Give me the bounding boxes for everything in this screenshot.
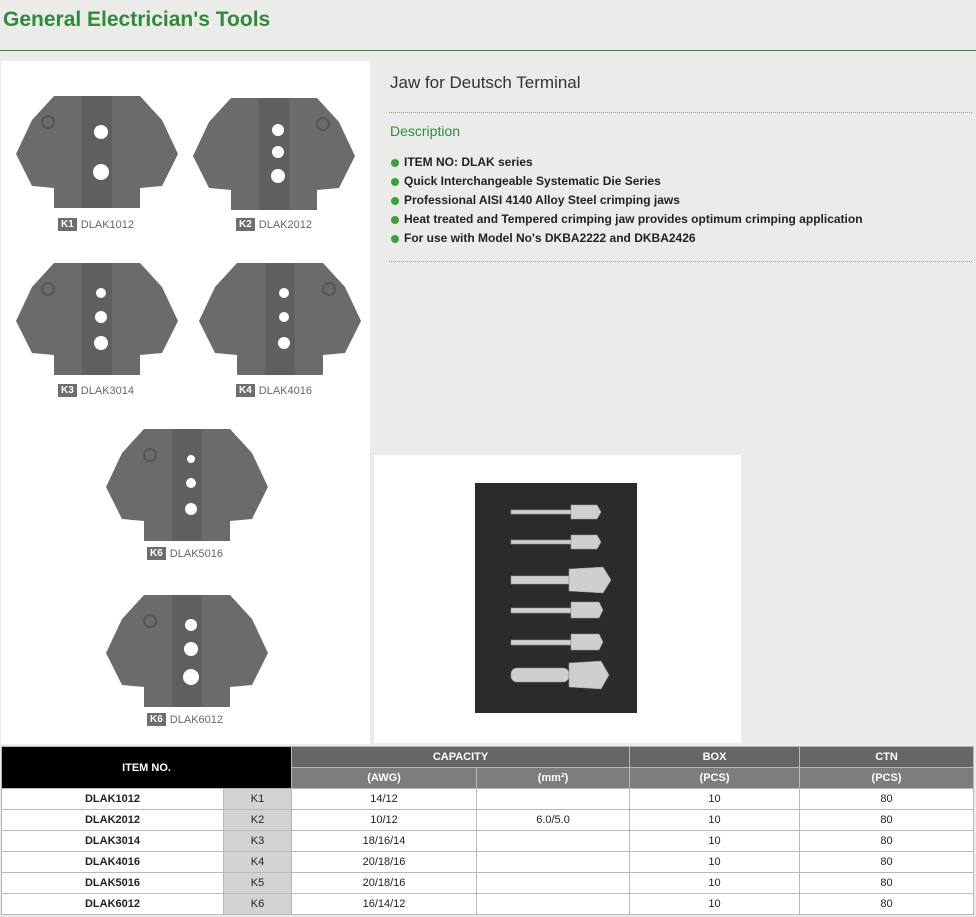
jaw-label	[58, 384, 134, 397]
jaw-label	[147, 547, 223, 560]
product-title: Jaw for Deutsch Terminal	[390, 73, 581, 92]
terminal-photo-panel	[374, 455, 741, 743]
header-awg: (AWG)	[292, 768, 477, 789]
jaw-label	[147, 713, 223, 726]
cell-awg: 10/12	[292, 810, 477, 831]
jaw-name: DLAK2012	[258, 218, 313, 231]
cell-box: 10	[630, 831, 800, 852]
cell-code: K3	[224, 831, 292, 852]
feature-item: For use with Model No's DKBA2222 and DKBA2426	[391, 229, 863, 248]
bullet-icon	[391, 216, 399, 224]
bullet-icon	[391, 197, 399, 205]
dotted-divider	[389, 112, 972, 113]
jaw-badge: K3	[58, 384, 77, 397]
header-item-no: ITEM NO.	[2, 747, 292, 789]
spec-table	[1, 746, 974, 915]
cell-box: 10	[630, 810, 800, 831]
jaw-k6-image	[102, 591, 272, 711]
table-row	[2, 852, 974, 873]
jaw-name: DLAK4016	[258, 384, 313, 397]
cell-code: K5	[224, 873, 292, 894]
jaw-image-panel	[1, 61, 370, 744]
feature-item: Heat treated and Tempered crimping jaw provides optimum crimping application	[391, 210, 863, 229]
jaw-name: DLAK3014	[80, 384, 135, 397]
cell-awg: 14/12	[292, 789, 477, 810]
jaw-label	[58, 218, 134, 231]
jaw-badge: K1	[58, 218, 77, 231]
cell-code: K6	[224, 894, 292, 915]
jaw-k5-image	[102, 425, 272, 545]
jaw-k4-image	[195, 259, 365, 379]
jaw-label	[236, 384, 312, 397]
cell-code: K4	[224, 852, 292, 873]
cell-ctn: 80	[800, 789, 974, 810]
header-ctn: CTN	[800, 747, 974, 768]
cell-mm2	[477, 873, 630, 894]
jaw-badge: K6	[147, 713, 166, 726]
cell-item: DLAK6012	[2, 894, 224, 915]
page-title: General Electrician's Tools	[3, 8, 271, 31]
bullet-icon	[391, 159, 399, 167]
jaw-k2-image	[189, 94, 359, 214]
cell-box: 10	[630, 852, 800, 873]
terminal-photo	[475, 483, 637, 713]
cell-item: DLAK3014	[2, 831, 224, 852]
table-row	[2, 873, 974, 894]
jaw-name: DLAK1012	[80, 218, 135, 231]
bullet-icon	[391, 235, 399, 243]
cell-ctn: 80	[800, 873, 974, 894]
cell-ctn: 80	[800, 894, 974, 915]
jaw-label	[236, 218, 312, 231]
cell-ctn: 80	[800, 831, 974, 852]
header-capacity: CAPACITY	[292, 747, 630, 768]
jaw-name: DLAK5016	[169, 547, 224, 560]
cell-item: DLAK4016	[2, 852, 224, 873]
cell-mm2	[477, 789, 630, 810]
dotted-divider	[389, 261, 972, 262]
title-divider	[0, 50, 976, 51]
cell-box: 10	[630, 873, 800, 894]
cell-item: DLAK2012	[2, 810, 224, 831]
feature-item: Quick Interchangeable Systematic Die Series	[391, 172, 863, 191]
cell-awg: 16/14/12	[292, 894, 477, 915]
cell-mm2	[477, 852, 630, 873]
cell-code: K1	[224, 789, 292, 810]
jaw-name: DLAK6012	[169, 713, 224, 726]
table-row	[2, 810, 974, 831]
cell-mm2: 6.0/5.0	[477, 810, 630, 831]
jaw-badge: K2	[236, 218, 255, 231]
table-row	[2, 831, 974, 852]
cell-mm2	[477, 831, 630, 852]
jaw-badge: K4	[236, 384, 255, 397]
header-box-unit: (PCS)	[630, 768, 800, 789]
jaw-k3-image	[12, 259, 182, 379]
cell-code: K2	[224, 810, 292, 831]
cell-item: DLAK5016	[2, 873, 224, 894]
cell-awg: 20/18/16	[292, 852, 477, 873]
cell-awg: 18/16/14	[292, 831, 477, 852]
cell-awg: 20/18/16	[292, 873, 477, 894]
cell-box: 10	[630, 789, 800, 810]
feature-list	[391, 153, 863, 248]
jaw-badge: K6	[147, 547, 166, 560]
table-row	[2, 894, 974, 915]
table-row	[2, 789, 974, 810]
cell-ctn: 80	[800, 810, 974, 831]
description-heading: Description	[390, 123, 461, 139]
jaw-k1-image	[12, 92, 182, 212]
bullet-icon	[391, 178, 399, 186]
header-mm2: (mm²)	[477, 768, 630, 789]
header-ctn-unit: (PCS)	[800, 768, 974, 789]
cell-box: 10	[630, 894, 800, 915]
cell-ctn: 80	[800, 852, 974, 873]
cell-item: DLAK1012	[2, 789, 224, 810]
feature-item: ITEM NO: DLAK series	[391, 153, 863, 172]
cell-mm2	[477, 894, 630, 915]
feature-item: Professional AISI 4140 Alloy Steel crimping jaws	[391, 191, 863, 210]
header-box: BOX	[630, 747, 800, 768]
